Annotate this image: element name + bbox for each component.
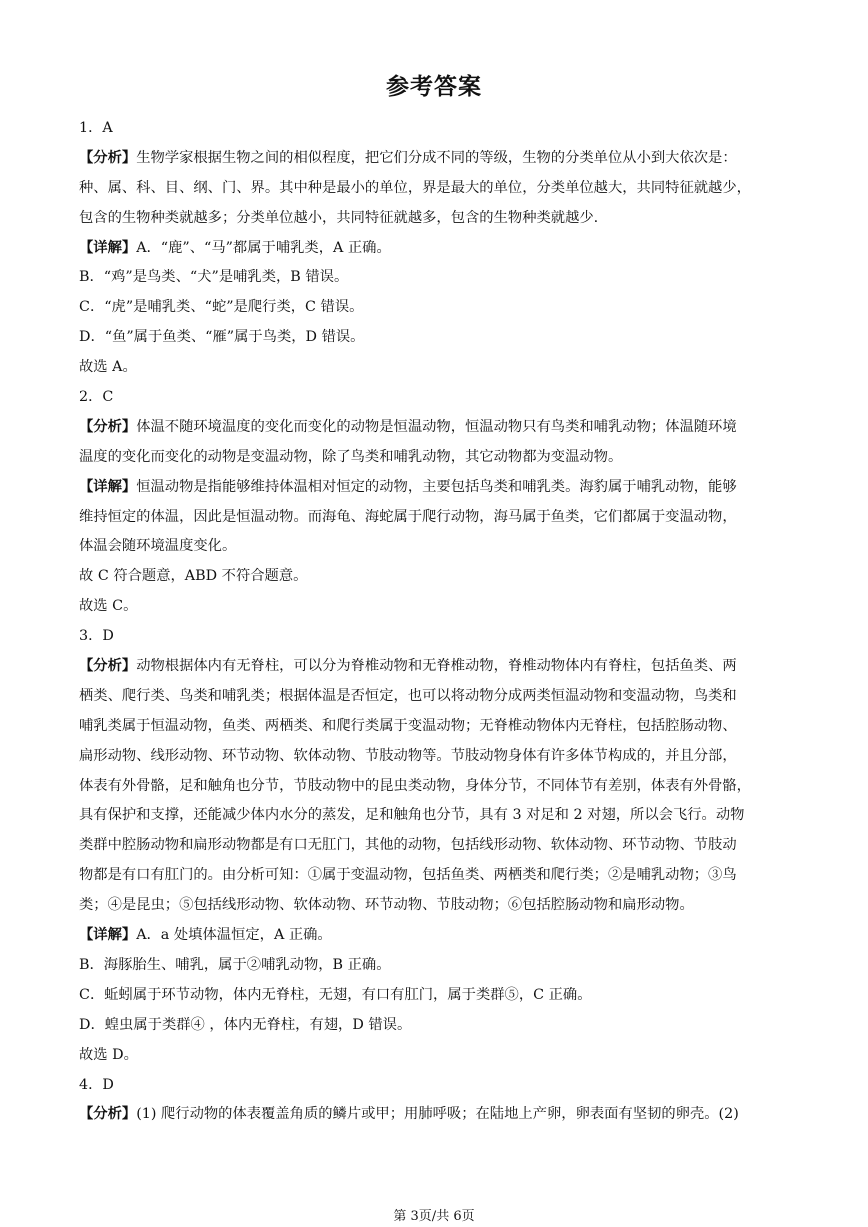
line-text: 包含的生物种类就越多；分类单位越小，共同特征就越多，包含的生物种类就越少. bbox=[79, 209, 599, 226]
line-text: D．“鱼”属于鱼类、“雁”属于鸟类，D 错误。 bbox=[79, 329, 365, 346]
line-text: 3．D bbox=[79, 628, 114, 645]
text-line bbox=[79, 114, 791, 144]
text-line bbox=[79, 712, 791, 742]
text-line bbox=[79, 323, 791, 353]
section-tag: 【分析】 bbox=[79, 418, 137, 435]
line-text: 类群中腔肠动物和扁形动物都是有口无肛门，其他的动物，包括线形动物、软体动物、环节动物、节肢动 bbox=[79, 837, 737, 854]
line-text: 4．D bbox=[79, 1076, 114, 1093]
line-text: 体表有外骨骼，足和触角也分节，节肢动物中的昆虫类动物，身体分节，不同体节有差别，体表有外骨骼， bbox=[79, 777, 751, 794]
section-tag: 【分析】 bbox=[79, 1106, 137, 1123]
line-text: (1) 爬行动物的体表覆盖角质的鳞片或甲；用肺呼吸；在陆地上产卵，卵表面有坚韧的卵壳。(2) bbox=[136, 1106, 739, 1123]
line-text: 种、属、科、目、纲、门、界。其中种是最小的单位，界是最大的单位，分类单位越大，共同特征就越少， bbox=[79, 179, 751, 196]
line-text: 2．C bbox=[79, 389, 114, 406]
text-line bbox=[79, 1041, 791, 1071]
text-line bbox=[79, 174, 791, 204]
text-line bbox=[79, 503, 791, 533]
section-tag: 【详解】 bbox=[79, 927, 137, 944]
page-footer: 第 3页/共 6页 bbox=[393, 1209, 475, 1224]
line-text: 故选 D。 bbox=[79, 1046, 138, 1063]
text-line bbox=[79, 981, 791, 1011]
text-line bbox=[79, 473, 791, 503]
text-line bbox=[79, 144, 791, 174]
line-text: 体温不随环境温度的变化而变化的动物是恒温动物，恒温动物只有鸟类和哺乳动物；体温随环境 bbox=[136, 418, 737, 435]
section-tag: 【详解】 bbox=[79, 478, 137, 495]
text-line bbox=[79, 622, 791, 652]
text-line bbox=[79, 562, 791, 592]
text-line bbox=[79, 204, 791, 234]
text-line bbox=[79, 951, 791, 981]
line-text: 故 C 符合题意，ABD 不符合题意。 bbox=[79, 568, 308, 585]
line-text: 动物根据体内有无脊柱，可以分为脊椎动物和无脊椎动物，脊椎动物体内有脊柱，包括鱼类、两 bbox=[136, 658, 737, 675]
line-text: B．“鸡”是鸟类、“犬”是哺乳类，B 错误。 bbox=[79, 269, 349, 286]
line-text: D．蝗虫属于类群④ ，体内无脊柱，有翅，D 错误。 bbox=[79, 1016, 412, 1033]
text-line bbox=[79, 801, 791, 831]
section-tag: 【分析】 bbox=[79, 149, 137, 166]
text-line bbox=[79, 652, 791, 682]
section-tag: 【分析】 bbox=[79, 658, 137, 675]
text-line bbox=[79, 772, 791, 802]
text-line bbox=[79, 1011, 791, 1041]
text-line bbox=[79, 891, 791, 921]
line-text: 具有保护和支撑，还能减少体内水分的蒸发，足和触角也分节，具有 3 对足和 2 对翅，所以会飞行。动物 bbox=[79, 807, 745, 824]
line-text: 类；④是昆虫；⑤包括线形动物、软体动物、环节动物、节肢动物；⑥包括腔肠动物和扁形动物。 bbox=[79, 897, 694, 914]
text-line bbox=[79, 413, 791, 443]
text-line bbox=[79, 742, 791, 772]
line-text: 1．A bbox=[79, 120, 113, 136]
text-line bbox=[79, 861, 791, 891]
line-text: 故选 C。 bbox=[79, 598, 138, 615]
line-text: 栖类、爬行类、鸟类和哺乳类；根据体温是否恒定，也可以将动物分成两类恒温动物和变温动物，鸟类和 bbox=[79, 687, 737, 704]
text-line bbox=[79, 1071, 791, 1101]
line-text: 恒温动物是指能够维持体温相对恒定的动物，主要包括鸟类和哺乳类。海豹属于哺乳动物，能够 bbox=[136, 478, 737, 495]
line-text: B．海豚胎生、哺乳，属于②哺乳动物，B 正确。 bbox=[79, 956, 391, 973]
line-text: A．“鹿”、“马”都属于哺乳类，A 正确。 bbox=[136, 239, 391, 256]
text-line bbox=[79, 383, 791, 413]
line-text: 生物学家根据生物之间的相似程度，把它们分成不同的等级，生物的分类单位从小到大依次是： bbox=[136, 149, 737, 166]
line-text: 哺乳类属于恒温动物，鱼类、两栖类、和爬行类属于变温动物；无脊椎动物体内无脊柱，包括腔肠动物、 bbox=[79, 717, 737, 734]
line-text: 故选 A。 bbox=[79, 359, 137, 376]
line-text: C．蚯蚓属于环节动物，体内无脊柱，无翅，有口有肛门，属于类群⑤，C 正确。 bbox=[79, 986, 592, 1003]
text-line bbox=[79, 1100, 791, 1130]
text-line bbox=[79, 263, 791, 293]
answer-body bbox=[79, 114, 791, 1130]
line-text: C．“虎”是哺乳类、“蛇”是爬行类，C 错误。 bbox=[79, 299, 364, 316]
text-line bbox=[79, 831, 791, 861]
text-line bbox=[79, 353, 791, 383]
text-line bbox=[79, 921, 791, 951]
section-tag: 【详解】 bbox=[79, 239, 137, 256]
text-line bbox=[79, 532, 791, 562]
text-line bbox=[79, 443, 791, 473]
line-text: 物都是有口有肛门的。由分析可知：①属于变温动物，包括鱼类、两栖类和爬行类；②是哺乳动物；③鸟 bbox=[79, 867, 737, 884]
text-line bbox=[79, 592, 791, 622]
line-text: 温度的变化而变化的动物是变温动物，除了鸟类和哺乳动物，其它动物都为变温动物。 bbox=[79, 448, 623, 465]
line-text: 扁形动物、线形动物、环节动物、软体动物、节肢动物等。节肢动物身体有许多体节构成的，并且分部， bbox=[79, 747, 737, 764]
page-title: 参考答案 bbox=[386, 74, 482, 100]
text-line bbox=[79, 293, 791, 323]
line-text: A．a 处填体温恒定，A 正确。 bbox=[136, 927, 332, 944]
line-text: 维持恒定的体温，因此是恒温动物。而海龟、海蛇属于爬行动物，海马属于鱼类，它们都属于变温动物， bbox=[79, 508, 737, 525]
text-line bbox=[79, 234, 791, 264]
text-line bbox=[79, 682, 791, 712]
line-text: 体温会随环境温度变化。 bbox=[79, 538, 237, 555]
